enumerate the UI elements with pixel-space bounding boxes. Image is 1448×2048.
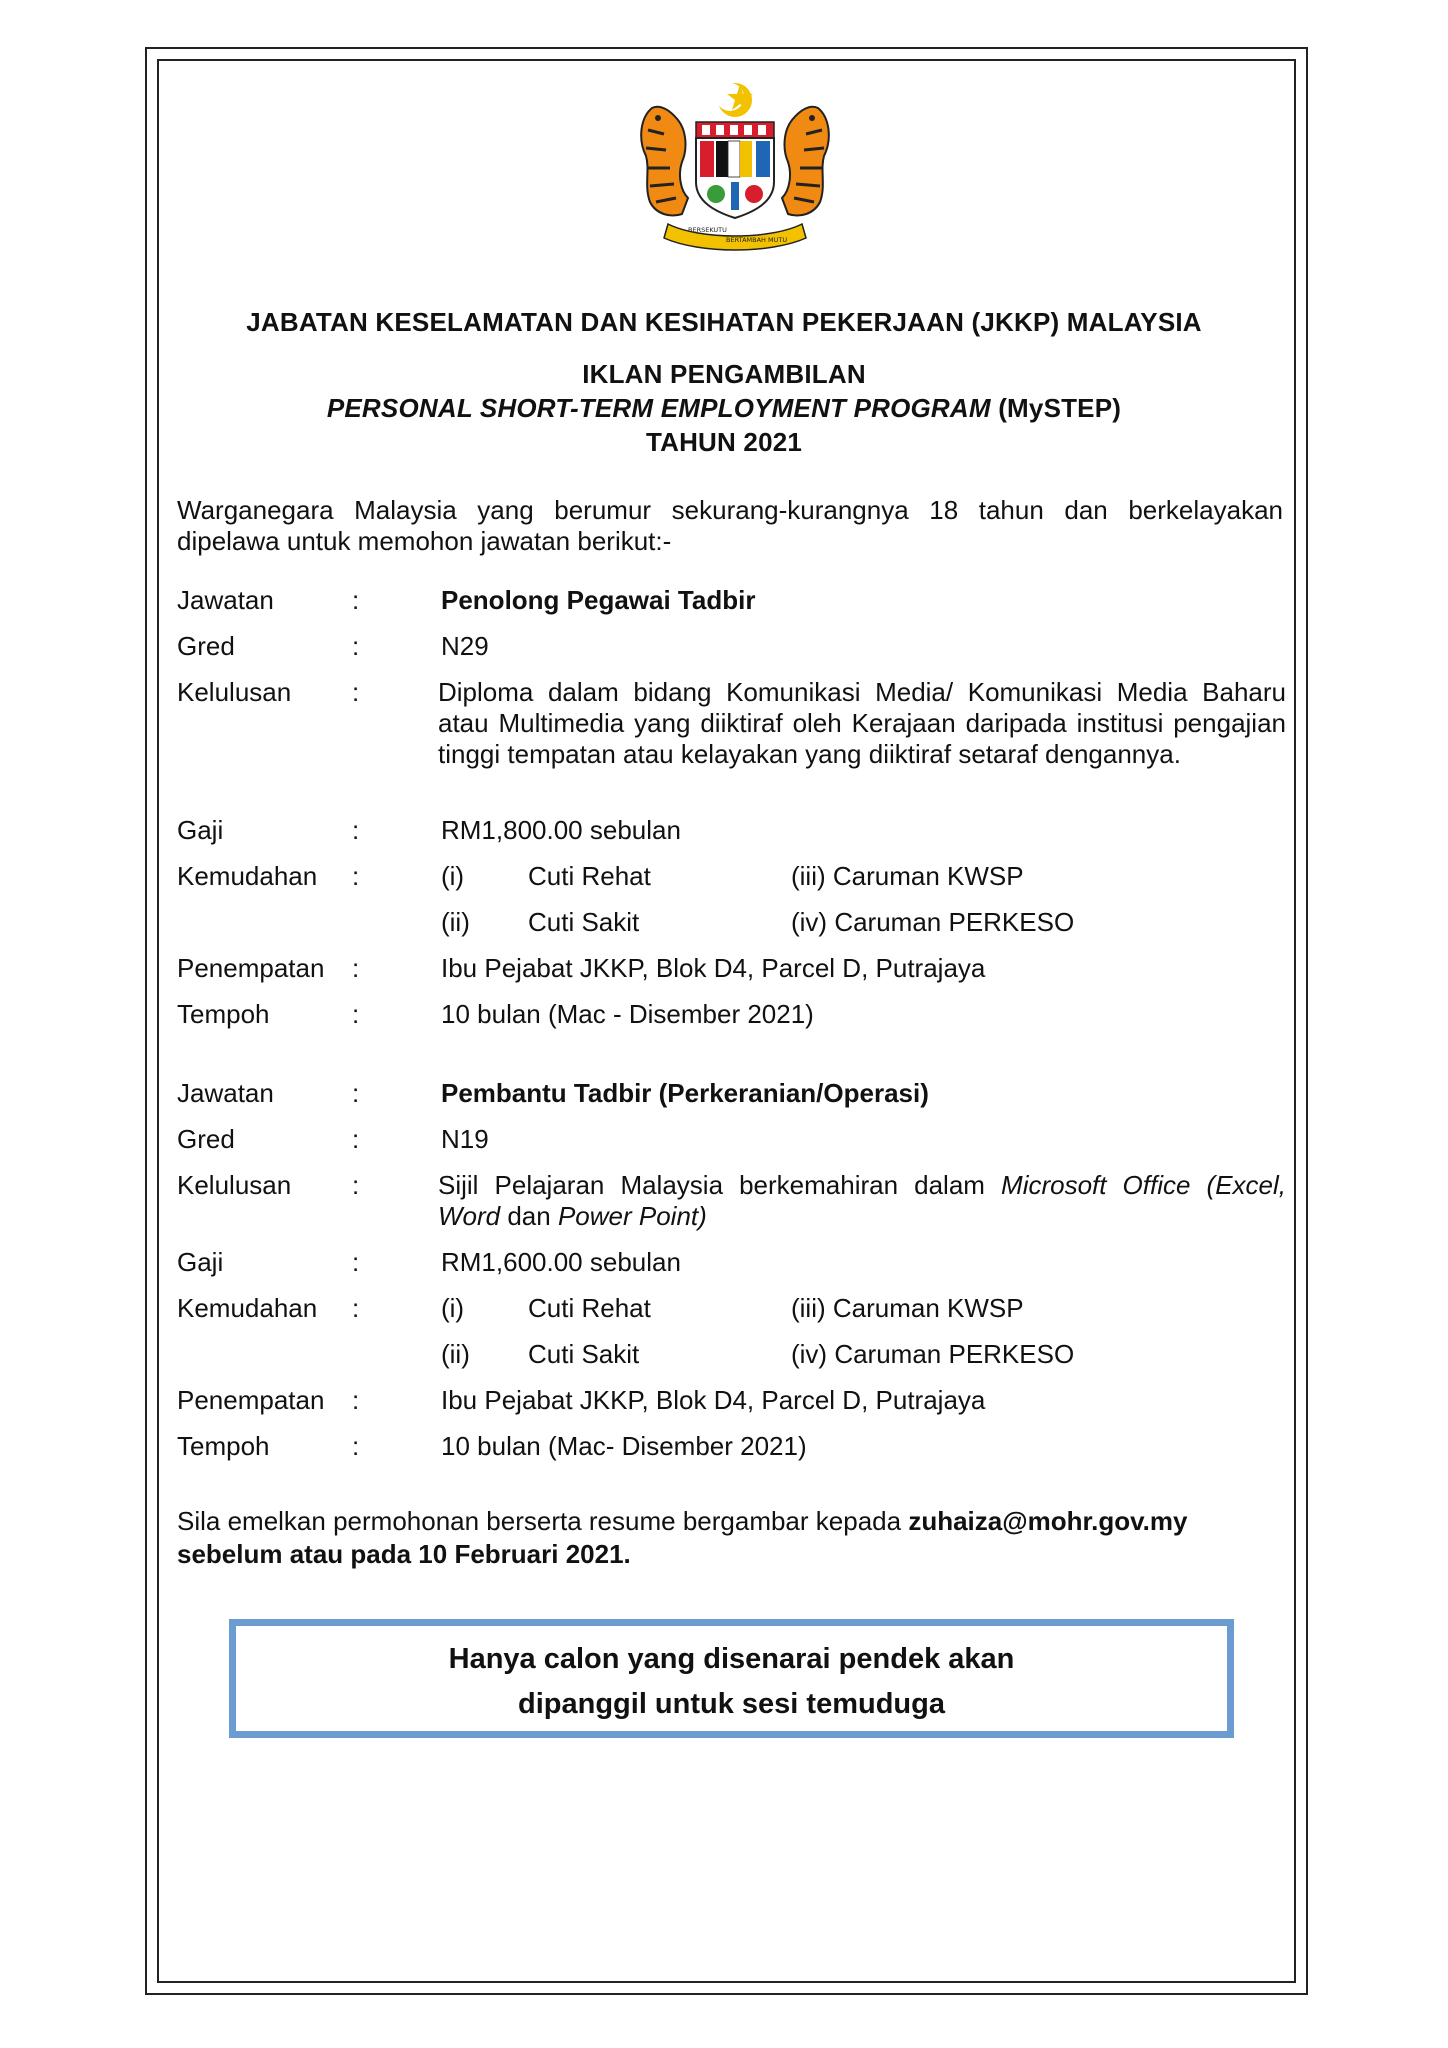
job2-qualification-part: dan (500, 1201, 558, 1231)
shield-icon (696, 122, 774, 218)
intro-paragraph: Warganegara Malaysia yang berumur sekurang-kurangnya 18 tahun dan berkelayakan dipelawa untuk memohon jawatan berikut:- (177, 495, 1283, 556)
label-kemudahan: Kemudahan (177, 861, 318, 891)
program-name: PERSONAL SHORT-TERM EMPLOYMENT PROGRAM (326, 393, 991, 423)
colon: : (352, 815, 360, 845)
label-kelulusan: Kelulusan (177, 677, 292, 707)
coat-of-arms (630, 78, 840, 253)
label-kelulusan: Kelulusan (177, 1170, 292, 1200)
colon: : (352, 953, 360, 983)
program-abbrev: (MySTEP) (998, 393, 1122, 423)
crescent-star-icon (716, 83, 753, 117)
benefit-text: (iii) Caruman KWSP (791, 861, 1024, 891)
job2-qualification-part: Power Point) (557, 1201, 707, 1231)
job2-duration: 10 bulan (Mac- Disember 2021) (441, 1431, 807, 1461)
colon: : (352, 1293, 360, 1323)
ad-title: IKLAN PENGAMBILAN (582, 359, 866, 389)
colon: : (352, 631, 360, 661)
right-tiger-icon (782, 107, 829, 216)
apply-text: Sila emelkan permohonan berserta resume bergambar kepada (177, 1506, 909, 1536)
job2-qualification-part: Microsoft Office (Excel, Word (438, 1170, 1286, 1231)
label-tempoh: Tempoh (177, 999, 270, 1029)
job2-title: Pembantu Tadbir (Perkeranian/Operasi) (441, 1078, 929, 1108)
benefit-text: (iv) Caruman PERKESO (791, 907, 1075, 937)
agency-title: JABATAN KESELAMATAN DAN KESIHATAN PEKERJAAN (JKKP) MALAYSIA (246, 307, 1202, 337)
label-jawatan: Jawatan (177, 585, 274, 615)
motto-left-text: BERSEKUTU (688, 226, 727, 234)
benefit-num: (ii) (441, 1339, 470, 1369)
job1-salary: RM1,800.00 sebulan (441, 815, 681, 845)
program-title (0, 393, 1448, 424)
label-gred: Gred (177, 1124, 235, 1154)
label-penempatan: Penempatan (177, 953, 325, 983)
colon: : (352, 1385, 360, 1415)
job2-grade: N19 (441, 1124, 489, 1154)
label-kemudahan: Kemudahan (177, 1293, 318, 1323)
benefit-num: (ii) (441, 907, 470, 937)
benefit-text: Cuti Sakit (528, 907, 640, 937)
colon: : (352, 861, 360, 891)
colon: : (352, 1170, 360, 1200)
left-tiger-icon (641, 107, 688, 216)
application-instructions (177, 1505, 1287, 1571)
job1-qualification: Diploma dalam bidang Komunikasi Media/ Komunikasi Media Baharu atau Multimedia yang diiktiraf oleh Kerajaan daripada institusi pengajian tinggi tempatan atau kelayakan yang diiktiraf setaraf dengannya. (438, 677, 1286, 769)
colon: : (352, 585, 360, 615)
benefit-text: Cuti Sakit (528, 1339, 640, 1369)
job1-title: Penolong Pegawai Tadbir (441, 585, 756, 615)
notice-line-2: dipanggil untuk sesi temuduga (518, 1688, 945, 1720)
label-jawatan: Jawatan (177, 1078, 274, 1108)
benefit-num: (i) (441, 861, 465, 891)
shortlist-notice-box (229, 1619, 1234, 1738)
job2-location: Ibu Pejabat JKKP, Blok D4, Parcel D, Putrajaya (441, 1385, 986, 1415)
apply-deadline: sebelum atau pada 10 Februari 2021. (177, 1539, 631, 1569)
apply-email[interactable]: zuhaiza@mohr.gov.my (908, 1506, 1188, 1536)
motto-right-text: BERTAMBAH MUTU (726, 236, 788, 244)
job1-location: Ibu Pejabat JKKP, Blok D4, Parcel D, Putrajaya (441, 953, 986, 983)
colon: : (352, 1431, 360, 1461)
label-tempoh: Tempoh (177, 1431, 270, 1461)
colon: : (352, 1124, 360, 1154)
colon: : (352, 1078, 360, 1108)
colon: : (352, 1247, 360, 1277)
label-penempatan: Penempatan (177, 1385, 325, 1415)
year-title: TAHUN 2021 (645, 427, 803, 457)
job1-duration: 10 bulan (Mac - Disember 2021) (441, 999, 814, 1029)
job2-salary: RM1,600.00 sebulan (441, 1247, 681, 1277)
motto-scroll (664, 224, 806, 250)
label-gaji: Gaji (177, 815, 224, 845)
benefit-text: (iii) Caruman KWSP (791, 1293, 1024, 1323)
colon: : (352, 677, 360, 707)
job2-qualification (438, 1170, 1286, 1232)
benefit-text: Cuti Rehat (528, 861, 651, 891)
colon: : (352, 999, 360, 1029)
notice-line-1: Hanya calon yang disenarai pendek akan (448, 1643, 1015, 1675)
benefit-num: (i) (441, 1293, 465, 1323)
job1-grade: N29 (441, 631, 489, 661)
benefit-text: Cuti Rehat (528, 1293, 651, 1323)
label-gaji: Gaji (177, 1247, 224, 1277)
label-gred: Gred (177, 631, 235, 661)
job2-qualification-part: Sijil Pelajaran Malaysia berkemahiran dalam (438, 1170, 1002, 1200)
benefit-text: (iv) Caruman PERKESO (791, 1339, 1075, 1369)
